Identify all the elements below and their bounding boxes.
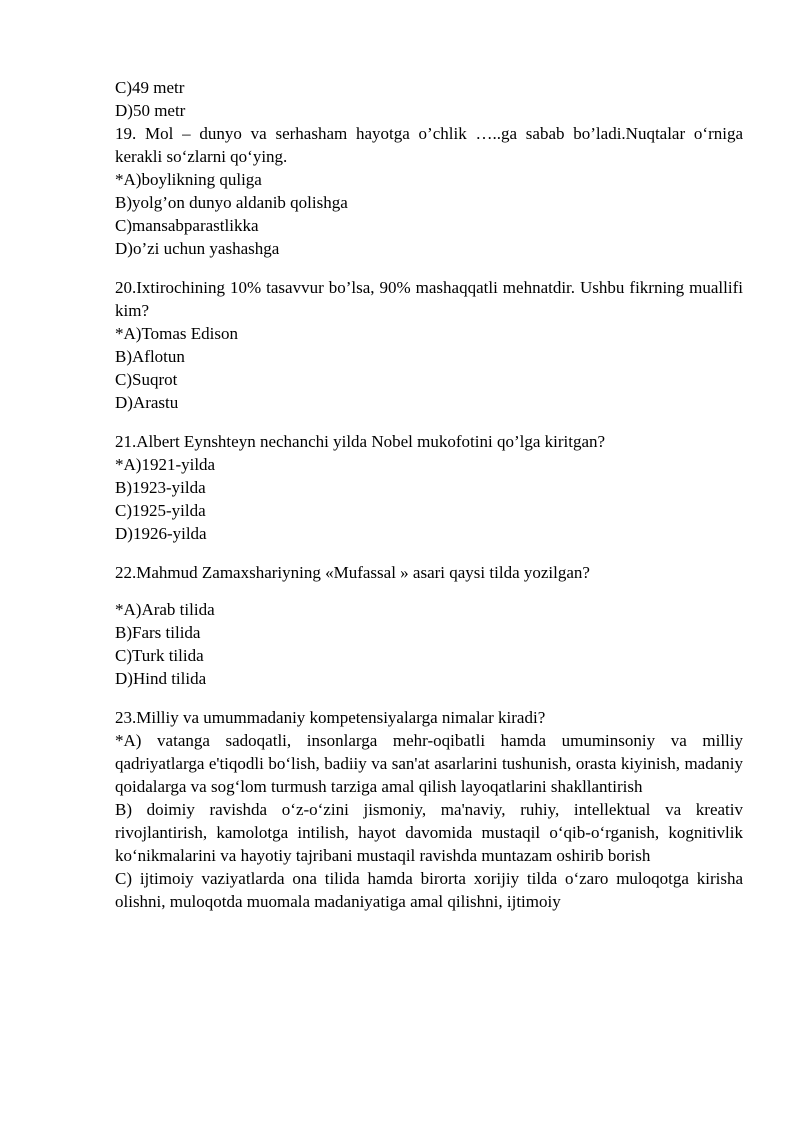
question-19: 19. Mol – dunyo va serhasham hayotga o’chlik …..ga sabab bo’ladi.Nuqtalar o‘rniga kerakli so‘zlarni qo‘ying. [115, 124, 743, 166]
document-content [115, 76, 743, 913]
q23-option-c: C) ijtimoiy vaziyatlarda ona tilida hamda birorta xorijiy tilda o‘zaro muloqotga kirisha olishni, muloqotda muomala madaniyatiga amal qilishni, ijtimoiy [115, 869, 743, 911]
spacer [115, 584, 743, 598]
q22-option-c: C)Turk tilida [115, 646, 204, 665]
q19-option-d: D)o’zi uchun yashashga [115, 239, 280, 258]
spacer [115, 260, 743, 276]
q21-option-a: *A)1921-yilda [115, 455, 216, 474]
question-20: 20.Ixtirochining 10% tasavvur bo’lsa, 90% mashaqqatli mehnatdir. Ushbu fikrning muallifi kim? [115, 278, 743, 320]
q23-option-b: B) doimiy ravishda o‘z-o‘zini jismoniy, ma'naviy, ruhiy, intellektual va kreativ rivojlantirish, kamolotga intilish, hayot davomida mustaqil o‘qib-o‘rganish, kognitivlik ko‘nikmalarini va hayotiy tajribani mustaqil ravishda muntazam oshirib borish [115, 800, 743, 865]
q20-option-b: B)Aflotun [115, 347, 185, 366]
spacer [115, 545, 743, 561]
q22-option-b: B)Fars tilida [115, 623, 201, 642]
option-d-prev: D)50 metr [115, 101, 186, 120]
q19-option-c: C)mansabparastlikka [115, 216, 259, 235]
option-c-prev: C)49 metr [115, 78, 185, 97]
spacer [115, 414, 743, 430]
q20-option-d: D)Arastu [115, 393, 179, 412]
q19-option-b: B)yolg’on dunyo aldanib qolishga [115, 193, 348, 212]
spacer [115, 690, 743, 706]
q21-option-c: C)1925-yilda [115, 501, 206, 520]
question-21: 21.Albert Eynshteyn nechanchi yilda Nobel mukofotini qo’lga kiritgan? [115, 432, 606, 451]
q23-option-a: *A) vatanga sadoqatli, insonlarga mehr-oqibatli hamda umuminsoniy va milliy qadriyatlarga e'tiqodli bo‘lish, badiiy va san'at asarlarini tushunish, orasta kiyinish, madaniy qoidalarga va sog‘lom turmush tarziga amal qilish layoqatlarini shakllantirish [115, 731, 743, 796]
q22-option-a: *A)Arab tilida [115, 600, 215, 619]
q21-option-d: D)1926-yilda [115, 524, 207, 543]
q19-option-a: *A)boylikning quliga [115, 170, 262, 189]
q20-option-a: *A)Tomas Edison [115, 324, 238, 343]
q22-option-d: D)Hind tilida [115, 669, 207, 688]
q21-option-b: B)1923-yilda [115, 478, 206, 497]
q20-option-c: C)Suqrot [115, 370, 178, 389]
question-23: 23.Milliy va umummadaniy kompetensiyalarga nimalar kiradi? [115, 708, 546, 727]
question-22: 22.Mahmud Zamaxshariyning «Mufassal » asari qaysi tilda yozilgan? [115, 563, 590, 582]
